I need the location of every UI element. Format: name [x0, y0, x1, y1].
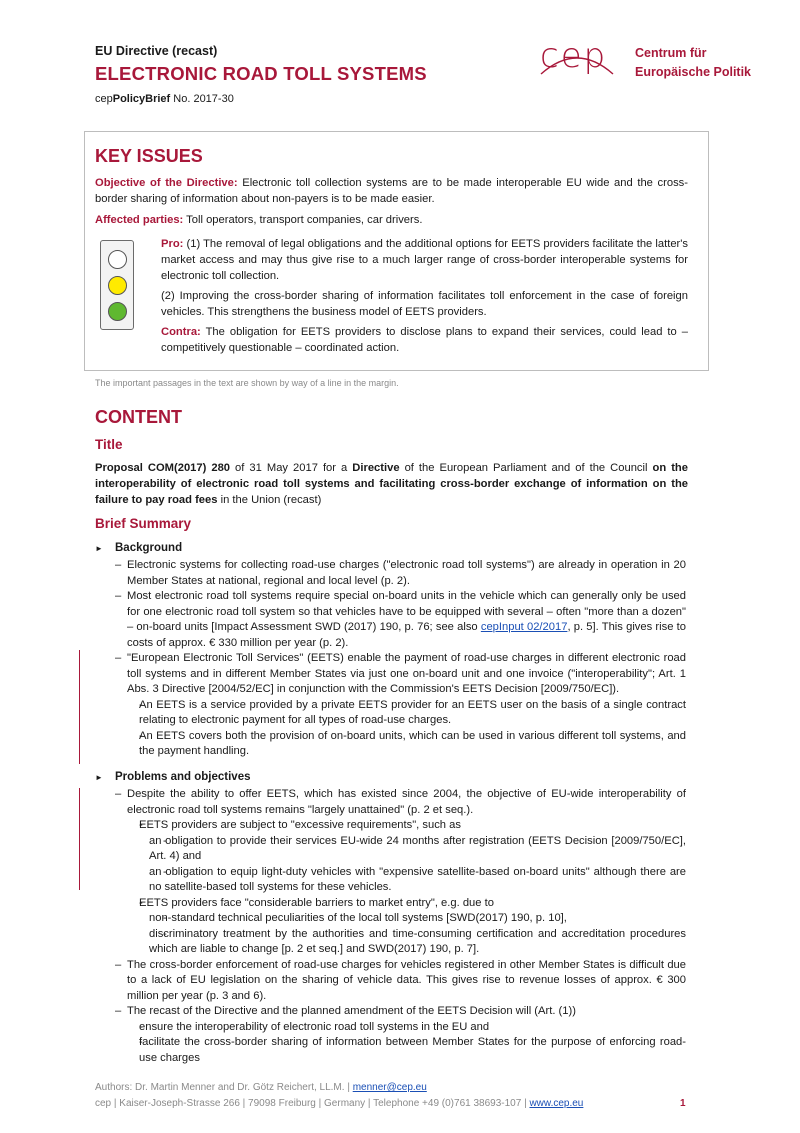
series-number: cepPolicyBrief No. 2017-30 [95, 93, 234, 105]
affected-parties-paragraph: Affected parties: Toll operators, transport companies, car drivers. [95, 214, 423, 226]
list-item: - discriminatory treatment by the authorities and time-consuming certification and accreditation procedures which are liable to change [p. 2 et seq.] and SWD(2017) 190, p. 7]. [139, 927, 686, 958]
footer-authors: Authors: Dr. Martin Menner and Dr. Götz Reichert, LL.M. | menner@cep.eu [95, 1082, 427, 1093]
margin-marker [79, 650, 80, 764]
document-title: ELECTRONIC ROAD TOLL SYSTEMS [95, 63, 427, 84]
footer-address: cep | Kaiser-Joseph-Strasse 266 | 79098 Freiburg | Germany | Telephone +49 (0)761 38693-107 | www.cep.eu [95, 1098, 584, 1109]
margin-marker [79, 788, 80, 890]
yellow-lamp-icon [108, 276, 127, 295]
contra-paragraph: Contra: The obligation for EETS providers to disclose plans to expand their services, could lead to – competitively questionable – coordinated action. [161, 326, 688, 354]
objective-paragraph: Objective of the Directive: Electronic toll collection systems are to be made interoperable EU wide and the cross-border sharing of information about non-payers is to be made easier. [95, 177, 688, 205]
brief-summary-heading: Brief Summary [95, 516, 192, 531]
page-number: 1 [680, 1098, 686, 1109]
content-title: CONTENT [95, 407, 182, 427]
key-issues-title: KEY ISSUES [95, 146, 203, 166]
list-item: – The recast of the Directive and the planned amendment of the EETS Decision will (Art. (1)) [115, 1004, 686, 1020]
traffic-light-icon [100, 240, 134, 330]
background-list [115, 558, 686, 760]
title-heading: Title [95, 437, 123, 452]
pro-paragraph-2: (2) Improving the cross-border sharing of information facilitates toll enforcement in the case of foreign vehicles. This strengthens the business model of EETS providers. [161, 290, 688, 318]
background-heading: ► Background [115, 542, 182, 554]
website-link[interactable]: www.cep.eu [529, 1098, 584, 1109]
list-item: - EETS providers face "considerable barriers to market entry", e.g. due to [127, 896, 686, 912]
organisation-name: Centrum für Europäische Politik [635, 46, 752, 79]
pro-paragraph-1: Pro: (1) The removal of legal obligations and the additional options for EETS providers facilitate the latter's market access and may thus give rise to a much larger range of cross-border interoperable systems for electronic toll collection. [161, 238, 688, 282]
cep-logo: cep [540, 36, 608, 76]
white-lamp-icon [108, 250, 127, 269]
list-item: - an obligation to equip light-duty vehicles with "expensive satellite-based on-board units" although there are no satellite-based toll systems for these vehicles. [139, 865, 686, 896]
email-link[interactable]: menner@cep.eu [352, 1082, 427, 1093]
margin-note: The important passages in the text are shown by way of a line in the margin. [95, 378, 399, 388]
list-item: – "European Electronic Toll Services" (EETS) enable the payment of road-use charges in different electronic road toll systems and in different Member States via just one on-board unit and one invoice ("interoperability"; Art. 1 Abs. 3 Directive [2004/52/EC] in conjunction with the Commission's EETS Decision [2009/750/EC]). [115, 651, 686, 698]
list-item: – Despite the ability to offer EETS, which has existed since 2004, the objective of EU-wide interoperability of electronic road toll systems remains "largely unattained" (p. 2 et seq.). [115, 787, 686, 818]
proposal-paragraph: Proposal COM(2017) 280 of 31 May 2017 for a Directive of the European Parliament and of the Council on the interoperability of electronic road toll systems and facilitating cross-border exchange of information on the failure to pay road fees in the Union (recast) [95, 462, 688, 506]
list-item: - An EETS covers both the provision of on-board units, which can be used in various different toll systems, and the payment handling. [127, 729, 686, 760]
list-item: – Most electronic road toll systems require special on-board units in the vehicle which can generally only be used for one electronic road toll system so that vehicles have to be equipped with several – often "more than a dozen" – on-board units [Impact Assessment SWD (2017) 190, p. 76; see also cepInput 02/2017, p. 5]. This gives rise to costs of approx. € 330 million per year (p. 2). [115, 589, 686, 651]
problems-list [115, 787, 686, 1066]
problems-heading: ► Problems and objectives [115, 771, 251, 783]
list-item: - ensure the interoperability of electronic road toll systems in the EU and [127, 1020, 686, 1036]
list-item: - An EETS is a service provided by a private EETS provider for an EETS user on the basis of a single contract relating to electronic payment for all types of road-use charges. [127, 698, 686, 729]
document-kicker: EU Directive (recast) [95, 44, 218, 58]
list-item: – The cross-border enforcement of road-use charges for vehicles registered in other Member States is difficult due to a lack of EU legislation on the sharing of vehicle data. This gives rise to revenue losses of approx. € 300 million per year (p. 3 and 6). [115, 958, 686, 1005]
list-item: - facilitate the cross-border sharing of information between Member States for the purpose of enforcing road-use charges [127, 1035, 686, 1066]
list-item: - EETS providers are subject to "excessive requirements", such as [127, 818, 686, 834]
list-item: – Electronic systems for collecting road-use charges ("electronic road toll systems") are already in operation in 20 Member States at national, regional and local level (p. 2). [115, 558, 686, 589]
list-item: - an obligation to provide their services EU-wide 24 months after registration (EETS Decision [2009/750/EC], Art. 4) and [139, 834, 686, 865]
cepinput-link[interactable]: cepInput 02/2017 [480, 621, 568, 633]
list-item: - non-standard technical peculiarities of the local toll systems [SWD(2017) 190, p. 10], [139, 911, 686, 927]
green-lamp-icon [108, 302, 127, 321]
